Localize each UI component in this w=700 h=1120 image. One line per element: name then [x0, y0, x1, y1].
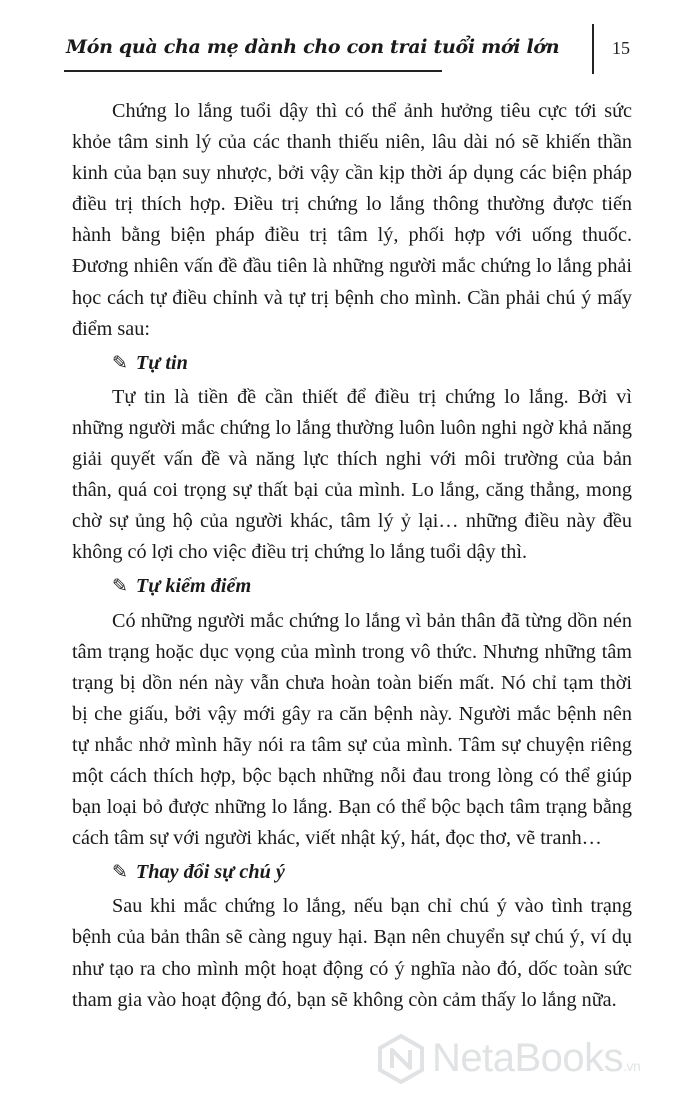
section-heading: [112, 571, 632, 602]
section-heading: [112, 348, 632, 379]
pencil-icon: ✎: [112, 351, 128, 374]
section-paragraph: Tự tin là tiền đề cần thiết để điều trị chứng lo lắng. Bởi vì những người mắc chứng lo lắng thường luôn luôn nghi ngờ khả năng giải quyết vấn đề và năng lực thích nghi với môi trường của bản thân, quá coi trọng sự thất bại của mình. Lo lắng, căng thẳng, mong chờ sự ủng hộ của người khác, tâm lý ỷ lại… những điều này đều không có lợi cho việc điều trị chứng lo lắng tuổi dậy thì.: [72, 385, 632, 564]
netabooks-logo-icon: [376, 1034, 426, 1084]
page-number: 15: [612, 38, 630, 58]
pencil-icon: ✎: [112, 575, 128, 598]
section-paragraph: Sau khi mắc chứng lo lắng, nếu bạn chỉ chú ý vào tình trạng bệnh của bản thân sẽ càng nguy hại. Bạn nên chuyển sự chú ý, ví dụ như tạo ra cho mình một hoạt động có ý nghĩa nào đó, dốc toàn sức tham gia vào hoạt động đó, bạn sẽ không còn cảm thấy lo lắng nữa.: [72, 895, 632, 1011]
pencil-icon: ✎: [112, 861, 128, 884]
netabooks-watermark: [376, 1028, 696, 1108]
section-heading-label: Tự tin: [135, 351, 188, 374]
intro-paragraph: Chứng lo lắng tuổi dậy thì có thể ảnh hưởng tiêu cực tới sức khỏe tâm sinh lý của các thanh thiếu niên, lâu dài nó sẽ khiến thần kinh của bạn suy nhược, bởi vậy cần kịp thời áp dụng các biện pháp điều trị thích hợp. Điều trị chứng lo lắng thông thường được tiến hành bằng biện pháp điều trị tâm lý, phối hợp với uống thuốc. Đương nhiên vấn đề đầu tiên là những người mắc chứng lo lắng phải học cách tự điều chỉnh và tự trị bệnh cho mình. Cần phải chú ý mấy điểm sau:: [72, 100, 632, 340]
section-heading: [112, 857, 632, 888]
section-heading-label: Thay đổi sự chú ý: [135, 861, 285, 884]
watermark-text: [432, 1036, 640, 1081]
running-title: Món quà cha mẹ dành cho con trai tuổi mới lớn: [66, 36, 560, 58]
watermark-suffix: .vn: [623, 1058, 641, 1074]
section-heading-label: Tự kiểm điểm: [135, 575, 252, 598]
title-underline: [64, 70, 442, 72]
header-divider: [592, 24, 594, 74]
section-paragraph: Có những người mắc chứng lo lắng vì bản thân đã từng dồn nén tâm trạng hoặc dục vọng của mình trong vô thức. Nhưng những tâm trạng bị dồn nén này vẫn chưa hoàn toàn biến mất. Nó chỉ tạm thời bị che giấu, bởi vậy mới gây ra căn bệnh này. Người mắc bệnh nên tự nhắc nhở mình hãy nói ra tâm sự của mình. Tâm sự chuyện riêng một cách thích hợp, bộc bạch những nỗi đau trong lòng có thể giúp bạn loại bỏ được những lo lắng. Bạn có thể bộc bạch tâm trạng bằng cách tâm sự với người khác, viết nhật ký, hát, đọc thơ, vẽ tranh…: [72, 609, 632, 850]
page-header: [0, 0, 700, 80]
watermark-brand: NetaBooks: [432, 1036, 624, 1080]
page-body: [72, 96, 632, 1016]
